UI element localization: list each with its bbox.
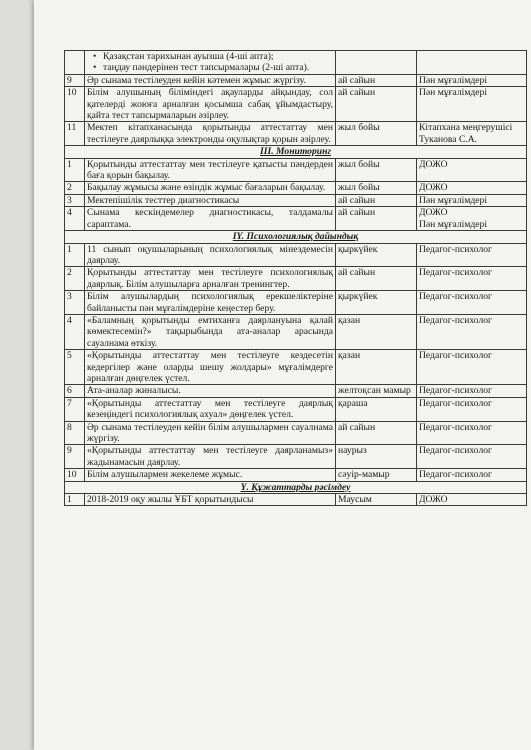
deadline-cell: желтоқсан мамыр bbox=[336, 385, 417, 397]
table-row bbox=[65, 74, 527, 86]
document-page bbox=[34, 0, 531, 750]
row-number: 11 bbox=[65, 122, 85, 146]
responsible-cell bbox=[417, 243, 527, 267]
responsible-person: Педагог-психолог bbox=[419, 243, 492, 255]
table-row bbox=[65, 445, 527, 469]
deadline-cell: жыл бойы bbox=[336, 122, 417, 146]
activity-bullet-item: • таңдау пәндерінен тест тапсырмалары (2-ші апта). bbox=[103, 62, 333, 73]
activity-cell: Білім алушының біліміндегі ақауларды айқындау, сол қателерді жоюға арналған қосымша сабақ ұйымдастыру, қайта тест тапсырмаларын әзірлеу. bbox=[85, 87, 336, 122]
row-number: 5 bbox=[65, 350, 85, 385]
responsible-cell bbox=[417, 74, 527, 86]
activity-cell: Білім алушылармен жекелеме жұмыс. bbox=[85, 469, 336, 481]
responsible-cell bbox=[417, 158, 527, 182]
deadline-cell: ай сайын bbox=[336, 267, 417, 291]
row-number: 1 bbox=[65, 243, 85, 267]
responsible-person: ДОЖО bbox=[419, 494, 448, 506]
deadline-cell: жыл бойы bbox=[336, 158, 417, 182]
section-header-row bbox=[65, 231, 527, 243]
responsible-cell bbox=[417, 267, 527, 291]
table-row bbox=[65, 182, 527, 194]
activity-cell bbox=[85, 51, 336, 75]
responsible-person: ДОЖО bbox=[419, 207, 448, 219]
deadline-cell bbox=[336, 51, 417, 75]
deadline-cell: қыркүйек bbox=[336, 243, 417, 267]
responsible-cell bbox=[417, 194, 527, 206]
table-row bbox=[65, 87, 527, 122]
responsible-person: Педагог-психолог bbox=[419, 267, 492, 279]
table-row bbox=[65, 385, 527, 397]
deadline-cell: ай сайын bbox=[336, 87, 417, 122]
responsible-person: Педагог-психолог bbox=[419, 421, 492, 433]
responsible-person: Пән мұғалімдері bbox=[419, 74, 487, 86]
responsible-cell bbox=[417, 385, 527, 397]
table-row bbox=[65, 243, 527, 267]
activity-cell: Бақылау жұмысы және өзіндік жұмыс бағаларын бақылау. bbox=[85, 182, 336, 194]
deadline-cell: жыл бойы bbox=[336, 182, 417, 194]
responsible-person: Педагог-психолог bbox=[419, 314, 492, 326]
responsible-person: ДОЖО bbox=[419, 158, 448, 170]
responsible-person: Педагог-психолог bbox=[419, 445, 492, 457]
table-row bbox=[65, 207, 527, 231]
row-number: 4 bbox=[65, 314, 85, 349]
row-number: 8 bbox=[65, 421, 85, 445]
deadline-cell: наурыз bbox=[336, 445, 417, 469]
responsible-cell bbox=[417, 51, 527, 75]
table-row bbox=[65, 51, 527, 75]
deadline-cell: қараша bbox=[336, 397, 417, 421]
row-number: 2 bbox=[65, 267, 85, 291]
row-number: 3 bbox=[65, 194, 85, 206]
activity-cell: 2018-2019 оқу жылы ҰБТ қорытындысы bbox=[85, 494, 336, 506]
activity-cell: Сынама кескіндемелер диагностикасы, талдамалы сараптама. bbox=[85, 207, 336, 231]
deadline-cell: қазан bbox=[336, 350, 417, 385]
responsible-cell bbox=[417, 122, 527, 146]
table-row bbox=[65, 494, 527, 506]
responsible-cell bbox=[417, 207, 527, 231]
row-number: 2 bbox=[65, 182, 85, 194]
responsible-person: Пән мұғалімдері bbox=[419, 87, 487, 99]
responsible-person: Кітапхана меңгерушісі bbox=[419, 122, 513, 134]
responsible-person: Пән мұғалімдері bbox=[419, 218, 487, 230]
row-number: 9 bbox=[65, 74, 85, 86]
responsible-person: ДОЖО bbox=[419, 182, 448, 194]
section-title: Ү. Құжаттарды рәсімдеу bbox=[65, 481, 527, 493]
deadline-cell: сәуір-мамыр bbox=[336, 469, 417, 481]
table-row bbox=[65, 421, 527, 445]
responsible-cell bbox=[417, 350, 527, 385]
row-number: 9 bbox=[65, 445, 85, 469]
responsible-person: Туканова С.А. bbox=[419, 133, 478, 145]
deadline-cell: ай сайын bbox=[336, 421, 417, 445]
row-number: 7 bbox=[65, 397, 85, 421]
activity-cell: Мектепішілік тесттер диагностикасы bbox=[85, 194, 336, 206]
table-row bbox=[65, 158, 527, 182]
section-title: III. Мониторинг bbox=[65, 146, 527, 158]
responsible-person: Педагог-психолог bbox=[419, 397, 492, 409]
responsible-person: Педагог-психолог bbox=[419, 469, 492, 481]
row-number: 1 bbox=[65, 158, 85, 182]
activity-cell: 11 сынып оқушыларының психологиялық мінездемесін даярлау. bbox=[85, 243, 336, 267]
activity-bullet-item: • Қазақстан тарихынан ауызша (4-ші апта); bbox=[103, 51, 333, 62]
activity-cell: Әр сынама тестілеуден кейін білім алушылармен сауалнама жүргізу. bbox=[85, 421, 336, 445]
table-row bbox=[65, 350, 527, 385]
activity-cell: Мектеп кітапханасында қорытынды аттестаттау мен тестілеуге даярлыққа электронды оқулықтар қорын әзірлеу. bbox=[85, 122, 336, 146]
activity-cell: Ата-аналар жиналысы. bbox=[85, 385, 336, 397]
responsible-cell bbox=[417, 87, 527, 122]
activity-cell: Қорытынды аттестаттау мен тестілеуге қатысты пәндерден баға қорын бақылау. bbox=[85, 158, 336, 182]
row-number: 6 bbox=[65, 385, 85, 397]
deadline-cell: қыркүйек bbox=[336, 291, 417, 315]
table-row bbox=[65, 267, 527, 291]
deadline-cell: Маусым bbox=[336, 494, 417, 506]
row-number: 1 bbox=[65, 494, 85, 506]
activity-cell: Әр сынама тестілеуден кейін кәтемен жұмыс жүргізу. bbox=[85, 74, 336, 86]
row-number: 4 bbox=[65, 207, 85, 231]
row-number bbox=[65, 51, 85, 75]
activity-cell: Қорытынды аттестаттау мен тестілеуге психологиялық даярлық. Білім алушыларға арналған тренингтер. bbox=[85, 267, 336, 291]
row-number: 3 bbox=[65, 291, 85, 315]
row-number: 10 bbox=[65, 469, 85, 481]
table-row bbox=[65, 291, 527, 315]
responsible-person: Педагог-психолог bbox=[419, 350, 492, 362]
deadline-cell: қазан bbox=[336, 314, 417, 349]
responsible-cell bbox=[417, 445, 527, 469]
plan-table bbox=[64, 50, 527, 506]
activity-cell: «Баламның қорытынды емтиханға даярлануына қалай көмектесемін?» тақырыбында ата-аналар арасында сауалнама өткізу. bbox=[85, 314, 336, 349]
section-header-row bbox=[65, 146, 527, 158]
deadline-cell: ай сайын bbox=[336, 194, 417, 206]
deadline-cell: ай сайын bbox=[336, 74, 417, 86]
activity-bullet-list bbox=[87, 51, 333, 74]
activity-cell: «Қорытынды аттестаттау мен тестілеуге даярлық кезеңіндегі психологиялық ахуал» дөңгелек үстел. bbox=[85, 397, 336, 421]
table-row bbox=[65, 122, 527, 146]
responsible-person: Педагог-психолог bbox=[419, 385, 492, 397]
section-title: IY. Психологиялық дайындық bbox=[65, 231, 527, 243]
table-row bbox=[65, 314, 527, 349]
responsible-cell bbox=[417, 291, 527, 315]
table-row bbox=[65, 397, 527, 421]
row-number: 10 bbox=[65, 87, 85, 122]
table-row bbox=[65, 469, 527, 481]
table-row bbox=[65, 194, 527, 206]
responsible-cell bbox=[417, 494, 527, 506]
activity-cell: Білім алушылардың психологиялық ерекшеліктеріне байланысты пән мұғалімдеріне кеңестер беру. bbox=[85, 291, 336, 315]
section-header-row bbox=[65, 481, 527, 493]
responsible-cell bbox=[417, 469, 527, 481]
responsible-cell bbox=[417, 182, 527, 194]
activity-cell: «Қорытынды аттестаттау мен тестілеуге кездесетін кедергілер және оларды шешу жолдары» мұғалімдерге арналған дөңгелек үстел. bbox=[85, 350, 336, 385]
plan-table-body bbox=[65, 51, 527, 506]
responsible-cell bbox=[417, 421, 527, 445]
deadline-cell: ай сайын bbox=[336, 207, 417, 231]
activity-cell: «Қорытынды аттестаттау мен тестілеуге даярланамыз» жадынамасын даярлау. bbox=[85, 445, 336, 469]
responsible-cell bbox=[417, 397, 527, 421]
responsible-person: Педагог-психолог bbox=[419, 291, 492, 303]
responsible-person: Пән мұғалімдері bbox=[419, 194, 487, 206]
responsible-cell bbox=[417, 314, 527, 349]
